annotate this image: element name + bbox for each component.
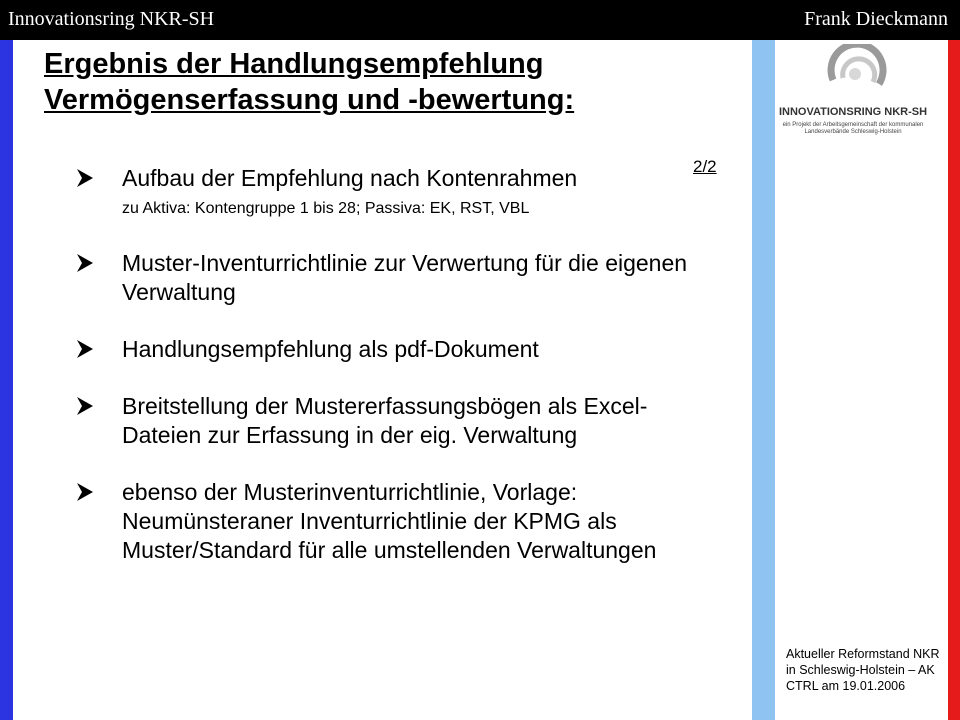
slide-title-line1: Ergebnis der Handlungsempfehlung: [44, 48, 544, 80]
header-organization: Innovationsring NKR-SH: [8, 8, 215, 30]
bullet-item: [74, 478, 714, 565]
logo-mark-icon: [775, 44, 933, 106]
bullet-text: Breitstellung der Mustererfassungsbögen als Excel-Dateien zur Erfassung in der eig. Verwaltung: [122, 393, 648, 448]
slide-title: [44, 46, 744, 118]
logo: [775, 42, 933, 154]
logo-name: INNOVATIONSRING NKR-SH: [778, 106, 928, 118]
header-bar: [0, 0, 960, 40]
logo-tagline: ein Projekt der Arbeitsgemeinschaft der kommunalen Landesverbände Schleswig-Holstein: [782, 122, 924, 135]
page-indicator: 2/2: [693, 157, 717, 176]
bullet-subtext: zu Aktiva: Kontengruppe 1 bis 28; Passiva: EK, RST, VBL: [122, 200, 530, 217]
bullet-text: Handlungsempfehlung als pdf-Dokument: [122, 336, 539, 362]
bullet-text: Muster-Inventurrichtlinie zur Verwertung für die eigenen Verwaltung: [122, 250, 688, 305]
footer-note: Aktueller Reformstand NKR in Schleswig-Holstein – AK CTRL am 19.01.2006: [786, 647, 940, 693]
bullet-item: [74, 249, 714, 307]
arrowhead-bullet-icon: [74, 394, 98, 418]
header-author: Frank Dieckmann: [804, 8, 948, 30]
arrowhead-bullet-icon: [74, 337, 98, 361]
arrowhead-bullet-icon: [74, 166, 98, 190]
divider-stripe: [752, 40, 775, 720]
arrowhead-bullet-icon: [74, 480, 98, 504]
arrowhead-bullet-icon: [74, 251, 98, 275]
bullet-item: [74, 164, 714, 221]
bullet-item: [74, 335, 714, 364]
right-red-stripe: [948, 40, 960, 720]
bullet-list: [74, 164, 714, 593]
bullet-text: Aufbau der Empfehlung nach Kontenrahmen: [122, 165, 578, 191]
bullet-item: [74, 392, 714, 450]
slide-title-line2: Vermögenserfassung und -bewertung:: [44, 84, 575, 116]
left-blue-stripe: [0, 40, 13, 720]
bullet-text: ebenso der Musterinventurrichtlinie, Vorlage: Neumünsteraner Inventurrichtlinie der KPMG als Muster/Standard für alle umstellenden Verwaltungen: [122, 479, 657, 563]
